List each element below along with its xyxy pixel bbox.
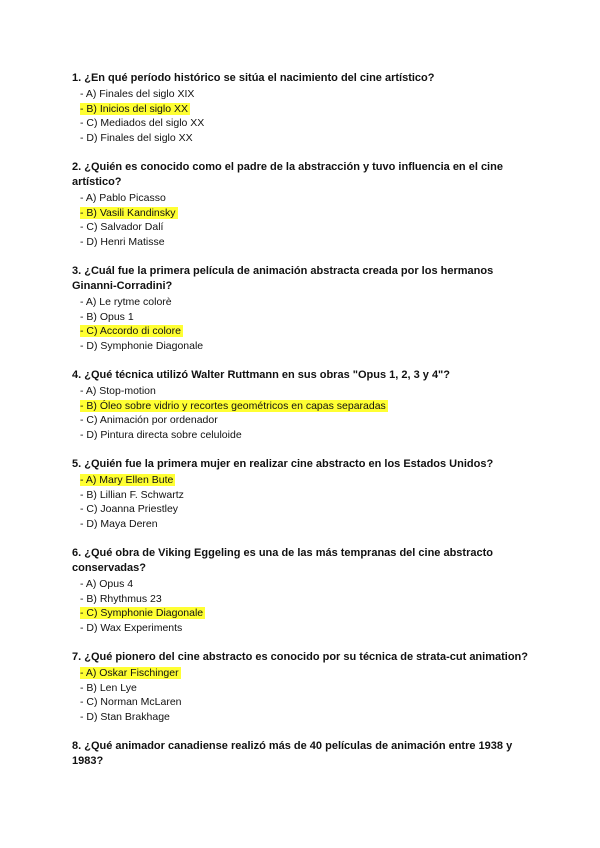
answer-option xyxy=(72,710,532,725)
answer-option-text: - B) Inicios del siglo XX xyxy=(80,102,188,115)
answer-option-text: - D) Maya Deren xyxy=(80,517,158,530)
question-block xyxy=(72,368,532,442)
answer-option-text: - C) Norman McLaren xyxy=(80,696,182,708)
question-text: 5. ¿Quién fue la primera mujer en realizar cine abstracto en los Estados Unidos? xyxy=(72,458,494,470)
answer-option xyxy=(72,220,532,235)
question-text: 8. ¿Qué animador canadiense realizó más de 40 películas de animación entre 1938 y 1983? xyxy=(72,740,513,767)
answer-options xyxy=(72,473,532,531)
answer-option xyxy=(72,131,532,146)
answer-option-highlighted xyxy=(72,606,532,621)
answer-option-text: - B) Óleo sobre vidrio y recortes geométricos en capas separadas xyxy=(80,399,386,412)
answer-option-text: - C) Mediados del siglo XX xyxy=(80,117,205,129)
question-block xyxy=(72,457,532,531)
answer-option xyxy=(72,502,532,517)
question-block xyxy=(72,739,532,769)
answer-option-text: - C) Joanna Priestley xyxy=(80,503,179,515)
answer-option xyxy=(72,592,532,607)
answer-option xyxy=(72,310,532,325)
answer-option xyxy=(72,413,532,428)
answer-option-text: - C) Symphonie Diagonale xyxy=(80,607,204,619)
answer-option-text: - A) Oskar Fischinger xyxy=(80,667,179,679)
answer-option-text: - A) Finales del siglo XIX xyxy=(80,88,195,100)
answer-option xyxy=(72,681,532,696)
answer-option xyxy=(72,339,532,354)
answer-options xyxy=(72,191,532,249)
answer-option-text: - B) Rhythmus 23 xyxy=(80,592,162,605)
answer-option xyxy=(72,428,532,443)
question-block xyxy=(72,546,532,635)
answer-option-highlighted xyxy=(72,399,532,414)
question-block xyxy=(72,160,532,249)
answer-option xyxy=(72,488,532,503)
answer-option-text: - B) Len Lye xyxy=(80,681,137,694)
answer-options xyxy=(72,87,532,145)
question-block xyxy=(72,650,532,724)
answer-option-highlighted xyxy=(72,102,532,117)
answer-option xyxy=(72,384,532,399)
answer-option-text: - A) Opus 4 xyxy=(80,578,134,590)
answer-option-highlighted xyxy=(72,324,532,339)
answer-option xyxy=(72,191,532,206)
answer-option-text: - D) Finales del siglo XX xyxy=(80,131,193,144)
answer-option-text: - C) Accordo di colore xyxy=(80,325,181,337)
answer-options xyxy=(72,666,532,724)
answer-option xyxy=(72,577,532,592)
answer-option-text: - D) Symphonie Diagonale xyxy=(80,339,204,352)
answer-option xyxy=(72,517,532,532)
question-text: 1. ¿En qué período histórico se sitúa el nacimiento del cine artístico? xyxy=(72,72,435,84)
answer-option-highlighted xyxy=(72,666,532,681)
answer-option-text: - B) Opus 1 xyxy=(80,310,134,323)
answer-option-text: - D) Pintura directa sobre celuloide xyxy=(80,428,242,441)
question-block xyxy=(72,264,532,353)
answer-option xyxy=(72,621,532,636)
question-text: 6. ¿Qué obra de Viking Eggeling es una de las más tempranas del cine abstracto conservadas? xyxy=(72,547,493,574)
answer-option-text: - D) Stan Brakhage xyxy=(80,710,170,723)
answer-option-highlighted xyxy=(72,473,532,488)
question-block xyxy=(72,71,532,145)
question-text: 2. ¿Quién es conocido como el padre de la abstracción y tuvo influencia en el cine artístico? xyxy=(72,161,503,188)
answer-options xyxy=(72,384,532,442)
question-text: 4. ¿Qué técnica utilizó Walter Ruttmann en sus obras "Opus 1, 2, 3 y 4"? xyxy=(72,369,450,381)
answer-option-text: - C) Animación por ordenador xyxy=(80,414,218,426)
answer-option-text: - B) Lillian F. Schwartz xyxy=(80,488,184,501)
answer-option-text: - D) Henri Matisse xyxy=(80,235,165,248)
answer-option xyxy=(72,116,532,131)
answer-option xyxy=(72,695,532,710)
answer-option-text: - A) Pablo Picasso xyxy=(80,192,166,204)
answer-option-text: - A) Mary Ellen Bute xyxy=(80,474,174,486)
answer-option-text: - B) Vasili Kandinsky xyxy=(80,206,176,219)
answer-option-text: - D) Wax Experiments xyxy=(80,621,183,634)
question-text: 3. ¿Cuál fue la primera película de animación abstracta creada por los hermanos Ginanni-Corradini? xyxy=(72,265,494,292)
question-text: 7. ¿Qué pionero del cine abstracto es conocido por su técnica de strata-cut animation? xyxy=(72,651,528,663)
answer-option-text: - A) Stop-motion xyxy=(80,385,156,397)
answer-option-text: - C) Salvador Dalí xyxy=(80,221,164,233)
answer-option-text: - A) Le rytme colorè xyxy=(80,296,172,308)
answer-option xyxy=(72,235,532,250)
answer-option xyxy=(72,87,532,102)
answer-option xyxy=(72,295,532,310)
answer-options xyxy=(72,295,532,353)
quiz-content xyxy=(72,71,532,784)
answer-options xyxy=(72,577,532,635)
answer-option-highlighted xyxy=(72,206,532,221)
